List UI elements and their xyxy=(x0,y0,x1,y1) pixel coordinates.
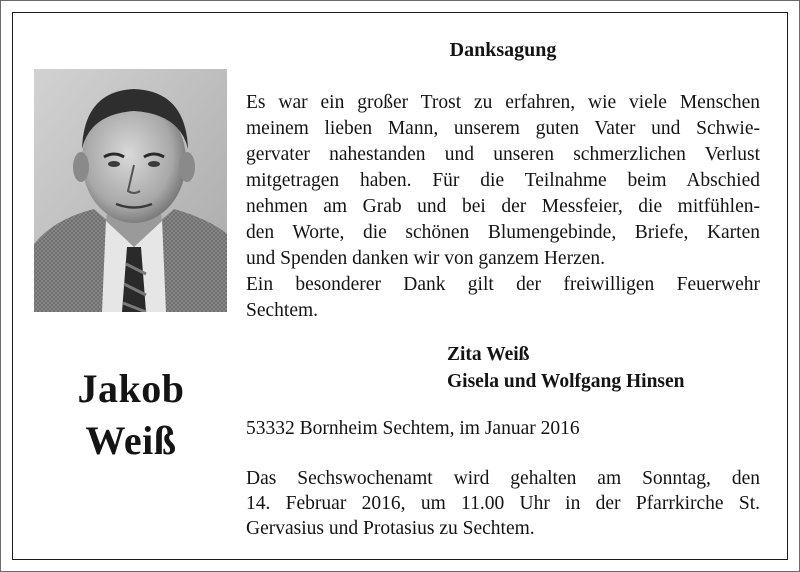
place-date: 53332 Bornheim Sechtem, im Januar 2016 xyxy=(246,418,580,439)
first-name: Jakob xyxy=(77,366,185,411)
text-line: nehmen am Grab und bei der Messfeier, die mitfühlen- xyxy=(246,196,760,217)
notice-line: 14. Februar 2016, um 11.00 Uhr in der Pfarrkirche St. xyxy=(246,493,760,514)
thanks-paragraph xyxy=(246,90,760,324)
notice-title: Danksagung xyxy=(449,39,557,61)
signer: Zita Weiß xyxy=(447,344,530,365)
text-line: den Worte, die schönen Blumengebinde, Briefe, Karten xyxy=(246,222,760,243)
signers-block xyxy=(447,341,685,395)
last-name: Weiß xyxy=(85,418,177,463)
text-line: Es war ein großer Trost zu erfahren, wie viele Menschen xyxy=(246,92,760,113)
text-line: meinem lieben Mann, unserem guten Vater und Schwie- xyxy=(246,118,760,139)
text-line: Ein besonderer Dank gilt der freiwilligen Feuerwehr xyxy=(246,274,760,295)
notice-line: Das Sechswochenamt wird gehalten am Sonntag, den xyxy=(246,468,760,489)
deceased-name xyxy=(31,363,231,467)
signer: Gisela und Wolfgang Hinsen xyxy=(447,371,685,392)
text-line: gervater nahestanden und unseren schmerzlichen Verlust xyxy=(246,144,760,165)
notice-line: Gervasius und Protasius zu Sechtem. xyxy=(246,518,535,539)
text-line: mitgetragen haben. Für die Teilnahme beim Abschied xyxy=(246,170,760,191)
mass-notice xyxy=(246,466,760,541)
text-line: und Spenden danken wir von ganzem Herzen. xyxy=(246,248,606,269)
portrait-photo xyxy=(34,69,227,312)
text-line: Sechtem. xyxy=(246,300,319,321)
